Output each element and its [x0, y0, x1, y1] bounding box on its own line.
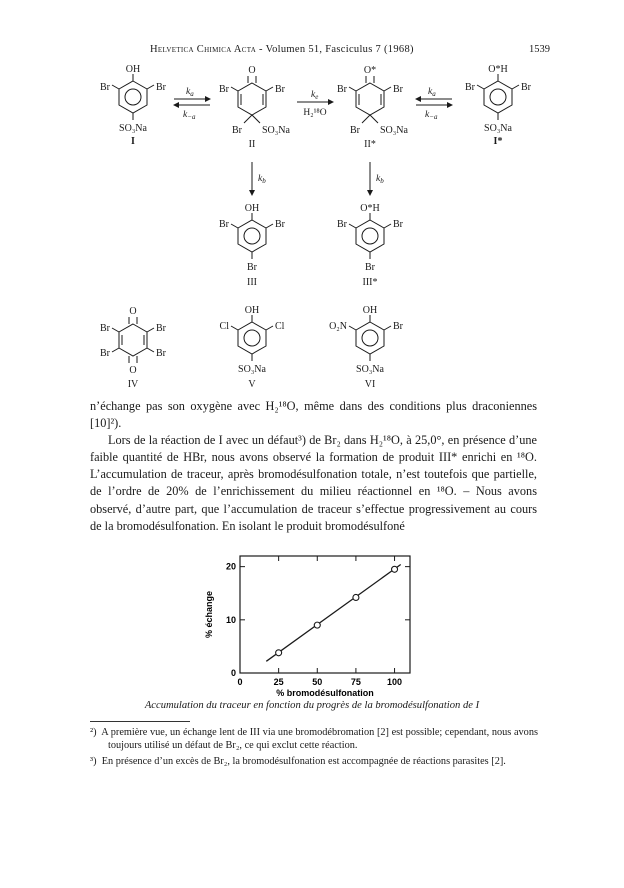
Istar-oh: O*H — [488, 64, 508, 75]
VI-br: Br — [393, 321, 403, 332]
x-tick-label: 100 — [387, 677, 403, 687]
data-point — [276, 650, 282, 656]
III-br-bottom: Br — [247, 262, 257, 273]
x-tick-label: 0 — [237, 677, 243, 687]
II-br-bottom: Br — [232, 125, 242, 136]
I-so3na: SO₃Na — [119, 123, 147, 134]
label-IIIstar: III* — [362, 277, 378, 288]
Istar-so3na: SO₃Na — [484, 123, 512, 134]
II-so3na: SO₃Na — [262, 125, 290, 136]
molecule-I — [112, 74, 154, 120]
III-br-right: Br — [275, 219, 285, 230]
IIstar-o: O* — [363, 65, 377, 76]
label-I: I — [131, 136, 135, 147]
label-IIstar: II* — [364, 139, 376, 150]
footnote-2-text: A première vue, un échange lent de III via une bromodébromation [2] est possible; cependant, nous avons toujours utilisé un défaut de Br₂, ce qui exclut cette réaction. — [101, 727, 538, 751]
page-header — [0, 44, 624, 60]
III-br-left: Br — [219, 219, 229, 230]
molecule-IIIstar — [349, 213, 391, 259]
VI-oh: OH — [362, 305, 378, 316]
molecule-V — [231, 315, 273, 361]
data-point — [392, 566, 398, 572]
x-axis-label: % bromodésulfonation — [276, 688, 374, 698]
label-V: V — [248, 379, 256, 390]
IIIstar-oh: O*H — [360, 203, 380, 214]
III-oh: OH — [244, 203, 260, 214]
V-so3na: SO₃Na — [238, 364, 266, 375]
footnote-3-text: En présence d’un excès de Br₂, la bromodésulfonation est accompagnée de réactions parasites [2]. — [101, 756, 506, 767]
footnote-3 — [90, 755, 538, 768]
page-number: 1539 — [529, 44, 550, 55]
Istar-br-left: Br — [465, 82, 475, 93]
IIstar-br-bottom: Br — [350, 125, 360, 136]
figure-caption: Accumulation du traceur en fonction du progrès de la bromodésulfonation de I — [144, 700, 480, 711]
footnote-3-mark: ³) — [90, 756, 97, 767]
label-VI: VI — [364, 379, 376, 390]
x-tick-label: 50 — [312, 677, 323, 687]
reagent-h2o18: H₂¹⁸O — [303, 108, 327, 118]
molecule-VI — [349, 315, 391, 361]
IIIstar-br-bottom: Br — [365, 262, 375, 273]
rate-ke: $k_e$ — [311, 90, 319, 101]
IV-br-tl: Br — [100, 323, 110, 334]
rate-kb-right: $k_b$ — [376, 174, 384, 185]
Istar-br-right: Br — [521, 82, 531, 93]
II-br-left: Br — [219, 84, 229, 95]
plot-frame — [240, 556, 410, 673]
footnote-2-mark: ²) — [90, 727, 97, 738]
IV-br-br: Br — [156, 348, 166, 359]
IV-o-bottom: O — [129, 365, 137, 376]
IIstar-so3na: SO₃Na — [380, 125, 408, 136]
y-tick-label: 20 — [225, 561, 236, 572]
footnote-rule — [90, 721, 190, 722]
molecule-II — [231, 76, 273, 123]
VI-so3na: SO₃Na — [356, 364, 384, 375]
IIstar-br-right: Br — [393, 84, 403, 95]
V-oh: OH — [244, 305, 260, 316]
I-br-right: Br — [156, 82, 166, 93]
rate-k-minus-a-right: $k_{-a}$ — [425, 110, 438, 121]
rate-k-minus-a-left: $k_{-a}$ — [183, 110, 196, 121]
molecule-III — [231, 213, 273, 259]
y-tick-label: 10 — [225, 614, 236, 625]
data-point — [353, 594, 359, 600]
footnote-2 — [90, 726, 538, 752]
IIIstar-br-left: Br — [337, 219, 347, 230]
journal-name: Helvetica Chimica Acta — [150, 44, 257, 55]
x-tick-label: 75 — [350, 677, 361, 687]
rate-ka-right: $k_a$ — [428, 87, 436, 98]
journal-volume: - Volumen 51, Fasciculus 7 (1968) — [256, 44, 414, 55]
y-tick-label: 0 — [230, 668, 236, 678]
IV-br-tr: Br — [156, 323, 166, 334]
paragraph-2: Lors de la réaction de I avec un défaut³) de Br₂ dans H₂¹⁸O, à 25,0°, en présence d’une faible quantité de HBr, nous avons observé la formation de produit III* enrichi en ¹⁸O. L’accumulation de traceur, après bromodésulfonation totale, n’est toutefois que partielle, de l’ordre de 20% de l’enrichissement du milieu réactionnel en ¹⁸O. – Nous avons observé, d’autre part, que l’accumulation de traceur s’effectue progressivement au cours de la bromodésulfonation. En isolant le produit bromodésulfoné — [90, 433, 537, 533]
molecule-IV — [112, 317, 154, 363]
IV-br-bl: Br — [100, 348, 110, 359]
chart-svg — [200, 548, 430, 698]
I-oh: OH — [125, 64, 141, 75]
II-o: O — [248, 65, 256, 76]
molecule-Istar — [477, 74, 519, 120]
label-Istar: I* — [493, 136, 503, 147]
exchange-chart — [200, 548, 430, 703]
body-text — [90, 398, 537, 535]
reaction-scheme — [0, 60, 624, 395]
fit-line — [266, 565, 400, 662]
rate-kb-left: $k_b$ — [258, 174, 266, 185]
rate-ka-left: $k_a$ — [186, 87, 194, 98]
x-tick-label: 25 — [273, 677, 284, 687]
data-point — [314, 622, 320, 628]
label-III: III — [247, 277, 257, 288]
II-br-right: Br — [275, 84, 285, 95]
I-br-left: Br — [100, 82, 110, 93]
paragraph-1: n’échange pas son oxygène avec H₂¹⁸O, même dans des conditions plus draconiennes [10]²). — [90, 399, 537, 431]
label-IV: IV — [127, 379, 139, 390]
y-axis-label: % échange — [204, 590, 214, 639]
IIstar-br-left: Br — [337, 84, 347, 95]
running-title — [150, 44, 414, 55]
molecule-IIstar — [349, 76, 391, 123]
V-cl-right: Cl — [275, 321, 285, 332]
label-II: II — [248, 139, 256, 150]
IIIstar-br-right: Br — [393, 219, 403, 230]
V-cl-left: Cl — [219, 321, 229, 332]
IV-o-top: O — [129, 306, 137, 317]
footnotes — [90, 726, 538, 771]
VI-no2: O₂N — [329, 321, 347, 332]
